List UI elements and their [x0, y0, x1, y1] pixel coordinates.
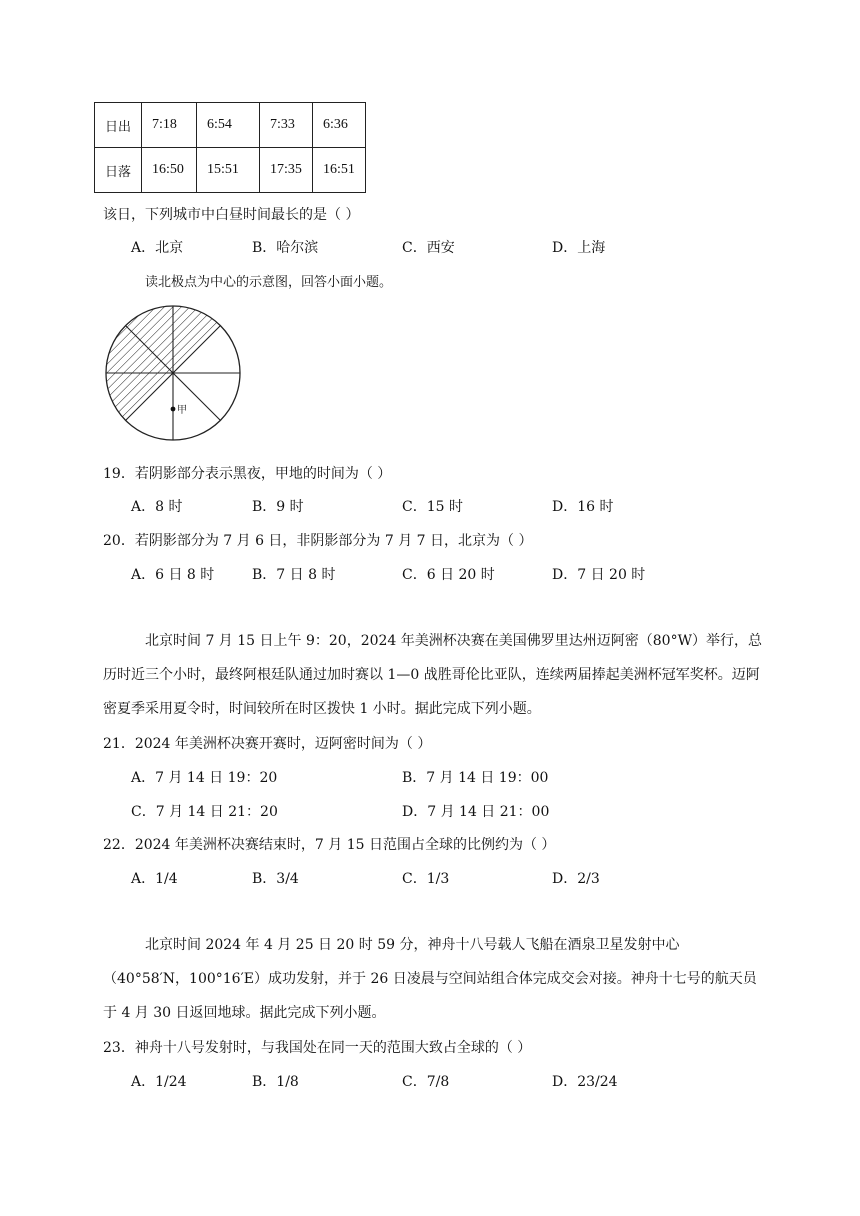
- q21-option-b: B．7 月 14 日 19：00: [402, 770, 549, 786]
- shaded-sector: [106, 373, 173, 420]
- q20-option-d: D．7 日 20 时: [552, 567, 646, 583]
- q22-option-c: C．1/3: [402, 871, 450, 887]
- north-pole-diagram: [100, 303, 246, 443]
- question-20-stem: 20．若阴影部分为 7 月 6 日，非阴影部分为 7 月 7 日，北京为（ ）: [103, 533, 533, 549]
- q22-option-d: D．2/3: [552, 871, 600, 887]
- q20-option-b: B．7 日 8 时: [252, 567, 336, 583]
- row-header: 日落: [95, 148, 142, 193]
- point-jia-label: 甲: [177, 405, 187, 416]
- q18-option-a: A．北京: [131, 240, 184, 256]
- table-cell: 16:50: [142, 148, 197, 193]
- q18-option-d: D．上海: [552, 240, 606, 256]
- table-cell: 6:36: [313, 103, 366, 148]
- q22-option-b: B．3/4: [252, 871, 299, 887]
- q18-option-b: B．哈尔滨: [252, 240, 319, 256]
- table-cell: 16:51: [313, 148, 366, 193]
- question-19-stem: 19．若阴影部分表示黑夜，甲地的时间为（ ）: [103, 466, 392, 482]
- table-cell: 7:18: [142, 103, 197, 148]
- q23-option-c: C．7/8: [402, 1074, 450, 1090]
- q20-option-c: C．6 日 20 时: [402, 567, 495, 583]
- table-row: [95, 103, 366, 148]
- row-header: 日出: [95, 103, 142, 148]
- q19-option-d: D．16 时: [552, 499, 614, 515]
- q18-option-c: C．西安: [402, 240, 455, 256]
- sunrise-sunset-table: [94, 102, 366, 193]
- question-21-stem: 21．2024 年美洲杯决赛开赛时，迈阿密时间为（ ）: [103, 736, 432, 752]
- table-row: [95, 148, 366, 193]
- q20-option-a: A．6 日 8 时: [131, 567, 215, 583]
- table-cell: 6:54: [197, 103, 260, 148]
- shaded-sector: [173, 306, 220, 373]
- table-cell: 7:33: [260, 103, 313, 148]
- question-22-stem: 22．2024 年美洲杯决赛结束时，7 月 15 日范围占全球的比例约为（ ）: [103, 837, 556, 853]
- q23-option-a: A．1/24: [131, 1074, 187, 1090]
- question-23-stem: 23．神舟十八号发射时，与我国处在同一天的范围大致占全球的（ ）: [103, 1040, 532, 1056]
- polar-intro: 读北极点为中心的示意图，回答小面小题。: [145, 275, 393, 290]
- table-cell: 17:35: [260, 148, 313, 193]
- q23-option-d: D．23/24: [552, 1074, 618, 1090]
- q21-option-a: A．7 月 14 日 19：20: [131, 770, 278, 786]
- q19-option-c: C．15 时: [402, 499, 463, 515]
- question-18-stem: 该日，下列城市中白昼时间最长的是（ ）: [103, 207, 360, 223]
- table-cell: 15:51: [197, 148, 260, 193]
- q21-option-d: D．7 月 14 日 21：00: [402, 804, 550, 820]
- copa-passage: 北京时间 7 月 15 日上午 9：20，2024 年美洲杯决赛在美国佛罗里达州迈阿密（80°W）举行，总历时近三个小时，最终阿根廷队通过加时赛以 1—0 战胜哥伦比亚队，连续两届捧起美洲杯冠军奖杯。迈阿密夏季采用夏令时，时间较所在时区拨快 1 小时。据此完成下列小题。: [103, 633, 762, 717]
- q21-option-c: C．7 月 14 日 21：20: [131, 804, 278, 820]
- q22-option-a: A．1/4: [131, 871, 178, 887]
- q19-option-a: A．8 时: [131, 499, 183, 515]
- shenzhou-passage: 北京时间 2024 年 4 月 25 日 20 时 59 分，神舟十八号载人飞船在酒泉卫星发射中心（40°58′N，100°16′E）成功发射，并于 26 日凌晨与空间站组合体完成交会对接。神舟十七号的航天员于 4 月 30 日返回地球。据此完成下列小题。: [103, 937, 757, 1021]
- point-jia: [171, 407, 176, 412]
- q23-option-b: B．1/8: [252, 1074, 299, 1090]
- q19-option-b: B．9 时: [252, 499, 304, 515]
